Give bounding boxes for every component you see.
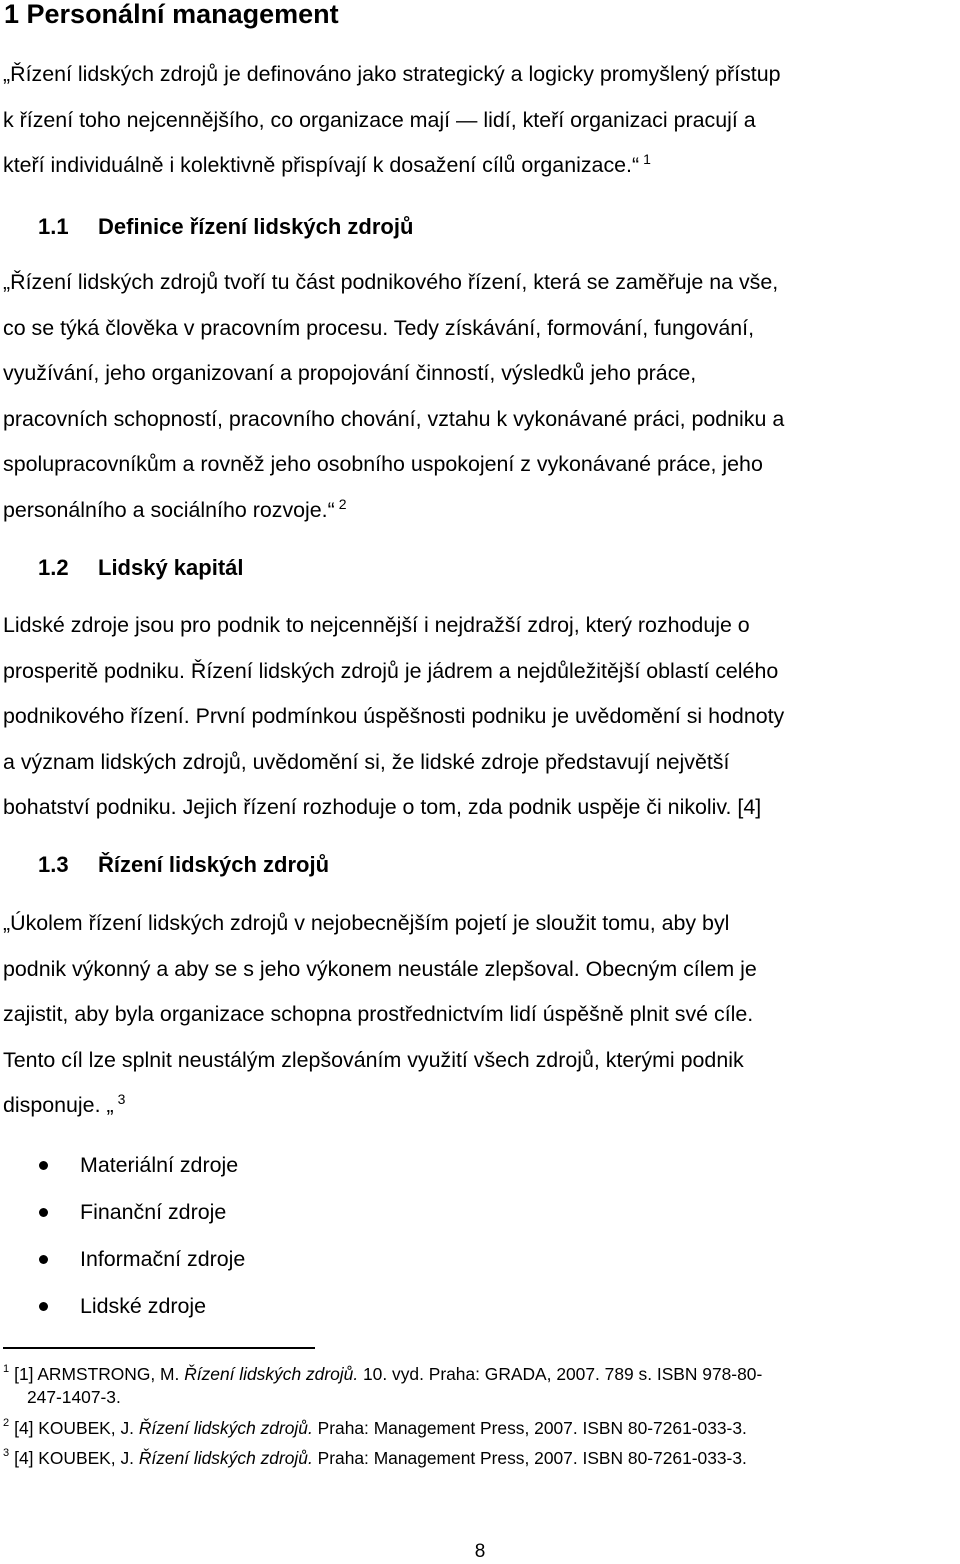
section-title: Definice řízení lidských zdrojů (98, 214, 414, 239)
section-paragraph-1-2 (3, 603, 960, 831)
list-item: Lidské zdroje (0, 1283, 245, 1330)
text-line: Lidské zdroje jsou pro podnik to nejcennější i nejdražší zdroj, který rozhoduje o (3, 613, 750, 637)
section-paragraph-1-1 (3, 260, 960, 534)
footnote-mark: 2 (3, 1417, 10, 1429)
text-line: zajistit, aby byla organizace schopna prostřednictvím lidí úspěšně plnit své cíle. (3, 1002, 754, 1027)
bullet-icon (39, 1208, 48, 1217)
text-line: využívání, jeho organizovaní a propojování činností, výsledků jeho práce, (3, 361, 697, 386)
footnote-ref[interactable]: 3 (117, 1091, 126, 1108)
section-title: Řízení lidských zdrojů (98, 852, 330, 877)
text-line: Tento cíl lze splnit neustálým zlepšováním využití všech zdrojů, kterými podnik (3, 1047, 744, 1072)
section-number: 1.2 (38, 555, 69, 580)
bullet-icon (39, 1161, 48, 1170)
footnote-3: $^3$ [4] KOUBEK, J. Řízení lidských zdrojů. Praha: Management Press, 2007. ISBN 80-7261-033-3. (3, 1447, 747, 1468)
section-heading-1-1 (38, 212, 413, 242)
text-line: personálního a sociálního rozvoje.“ $^2$ (3, 495, 347, 522)
list-item: Materiální zdroje (0, 1142, 245, 1189)
text-line: spolupracovníkům a rovněž jeho osobního uspokojení z vykonávané práce, jeho (3, 452, 763, 477)
text-line: kteří individuálně i kolektivně přispívají k dosažení cílů organizace.“ $^1$ (3, 151, 651, 178)
list-item: Informační zdroje (0, 1236, 245, 1283)
footnote-mark: 1 (3, 1363, 10, 1375)
footnote-mark: 3 (3, 1447, 10, 1459)
section-paragraph-1-3 (3, 901, 960, 1129)
resource-list (0, 1142, 245, 1330)
footnote-ref[interactable]: 2 (338, 495, 347, 512)
text-line: bohatství podniku. Jejich řízení rozhoduje o tom, zda podnik uspěje či nikoliv. [4] (3, 795, 762, 820)
chapter-title: 1 Personální management (4, 0, 339, 29)
section-number: 1.3 (38, 852, 69, 877)
text-line: co se týká člověka v pracovním procesu. Tedy získávání, formování, fungování, (3, 315, 755, 340)
page-number: 8 (474, 1541, 486, 1562)
footnote-1: $^1$ [1] ARMSTRONG, M. Řízení lidských zdrojů. 10. vyd. Praha: GRADA, 2007. 789 s. ISBN 978-80- 247-1407-3. (3, 1363, 763, 1407)
text-line: k řízení toho nejcennějšího, co organizace mají — lidí, kteří organizaci pracují a (3, 107, 756, 132)
section-title: Lidský kapitál (98, 555, 244, 580)
text-line: „Řízení lidských zdrojů tvoří tu část podnikového řízení, která se zaměřuje na vše, (3, 270, 779, 294)
section-heading-1-3 (38, 850, 329, 880)
list-item: Finanční zdroje (0, 1189, 245, 1236)
bullet-icon (39, 1302, 48, 1311)
intro-paragraph (3, 52, 960, 189)
text-line: podnik výkonný a aby se s jeho výkonem neustále zlepšoval. Obecným cílem je (3, 956, 757, 981)
text-line: podnikového řízení. První podmínkou úspěšnosti podniku je uvědomění si hodnoty (3, 704, 785, 729)
footnote-ref[interactable]: 1 (643, 151, 651, 168)
footnote-title: Řízení lidských zdrojů. (138, 1448, 313, 1468)
text-line: „Úkolem řízení lidských zdrojů v nejobecnějším pojetí je sloužit tomu, aby byl (3, 911, 730, 935)
text-line: a význam lidských zdrojů, uvědomění si, že lidské zdroje představují největší (3, 749, 730, 774)
section-heading-1-2 (38, 553, 244, 583)
section-number: 1.1 (38, 214, 69, 239)
footnote-2: $^2$ [4] KOUBEK, J. Řízení lidských zdrojů. Praha: Management Press, 2007. ISBN 80-7261-033-3. (3, 1417, 747, 1438)
text-line: disponuje. „ $^3$ (3, 1091, 126, 1118)
footnote-continuation: 247-1407-3. (27, 1387, 121, 1407)
bullet-icon (39, 1255, 48, 1264)
text-line: pracovních schopností, pracovního chování, vztahu k vykonávané práci, podniku a (3, 406, 785, 431)
footnote-title: Řízení lidských zdrojů. (184, 1364, 359, 1384)
text-line: prosperitě podniku. Řízení lidských zdrojů je jádrem a nejdůležitější oblastí celého (3, 658, 779, 683)
footnote-title: Řízení lidských zdrojů. (138, 1418, 313, 1438)
text-line: „Řízení lidských zdrojů je definováno jako strategický a logicky promyšlený přístup (3, 62, 781, 86)
footnote-separator (3, 1347, 315, 1349)
